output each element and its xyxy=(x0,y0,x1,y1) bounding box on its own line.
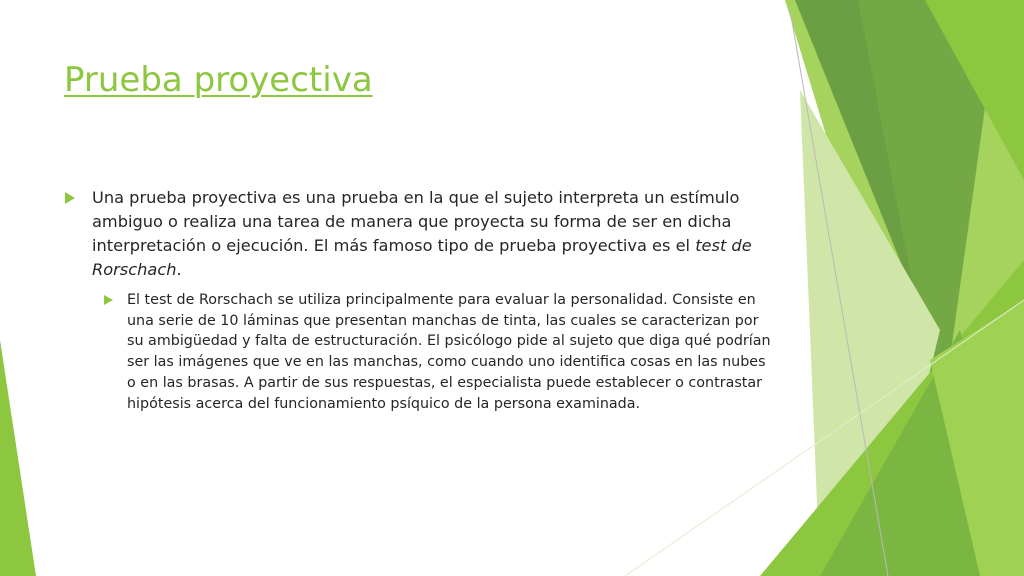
bullet-level-1 xyxy=(92,186,782,282)
bullet-text-end: . xyxy=(176,260,182,279)
bullet-arrow-icon xyxy=(65,192,75,204)
bullet-emphasis: test de Rorschach xyxy=(92,236,752,279)
sub-bullet-text: El test de Rorschach se utiliza principalmente para evaluar la personalidad. Consiste en una serie de 10 láminas que presentan manchas de tinta, las cuales se caracterizan por su ambigüedad y falta de estructuración. El psicólogo pide al sujeto que diga qué podrían ser las imágenes que ve en las manchas, como cuando uno identifica cosas en las nubes o en las brasas. A partir de sus respuestas, el especialista puede establecer o contrastar hipótesis acerca del funcionamiento psíquico de la persona examinada. xyxy=(127,292,771,412)
slide-title: Prueba proyectiva xyxy=(64,60,373,100)
left-edge-facet xyxy=(0,340,36,576)
sub-bullet-arrow-icon xyxy=(104,295,113,305)
bullet-text-main: Una prueba proyectiva es una prueba en la que el sujeto interpreta un estímulo ambiguo o realiza una tarea de manera que proyecta su forma de ser en dicha interpretación o ejecución. El más famoso tipo de prueba proyectiva es el xyxy=(92,188,740,255)
bullet-text xyxy=(92,186,782,282)
bullet-level-2 xyxy=(127,290,777,414)
